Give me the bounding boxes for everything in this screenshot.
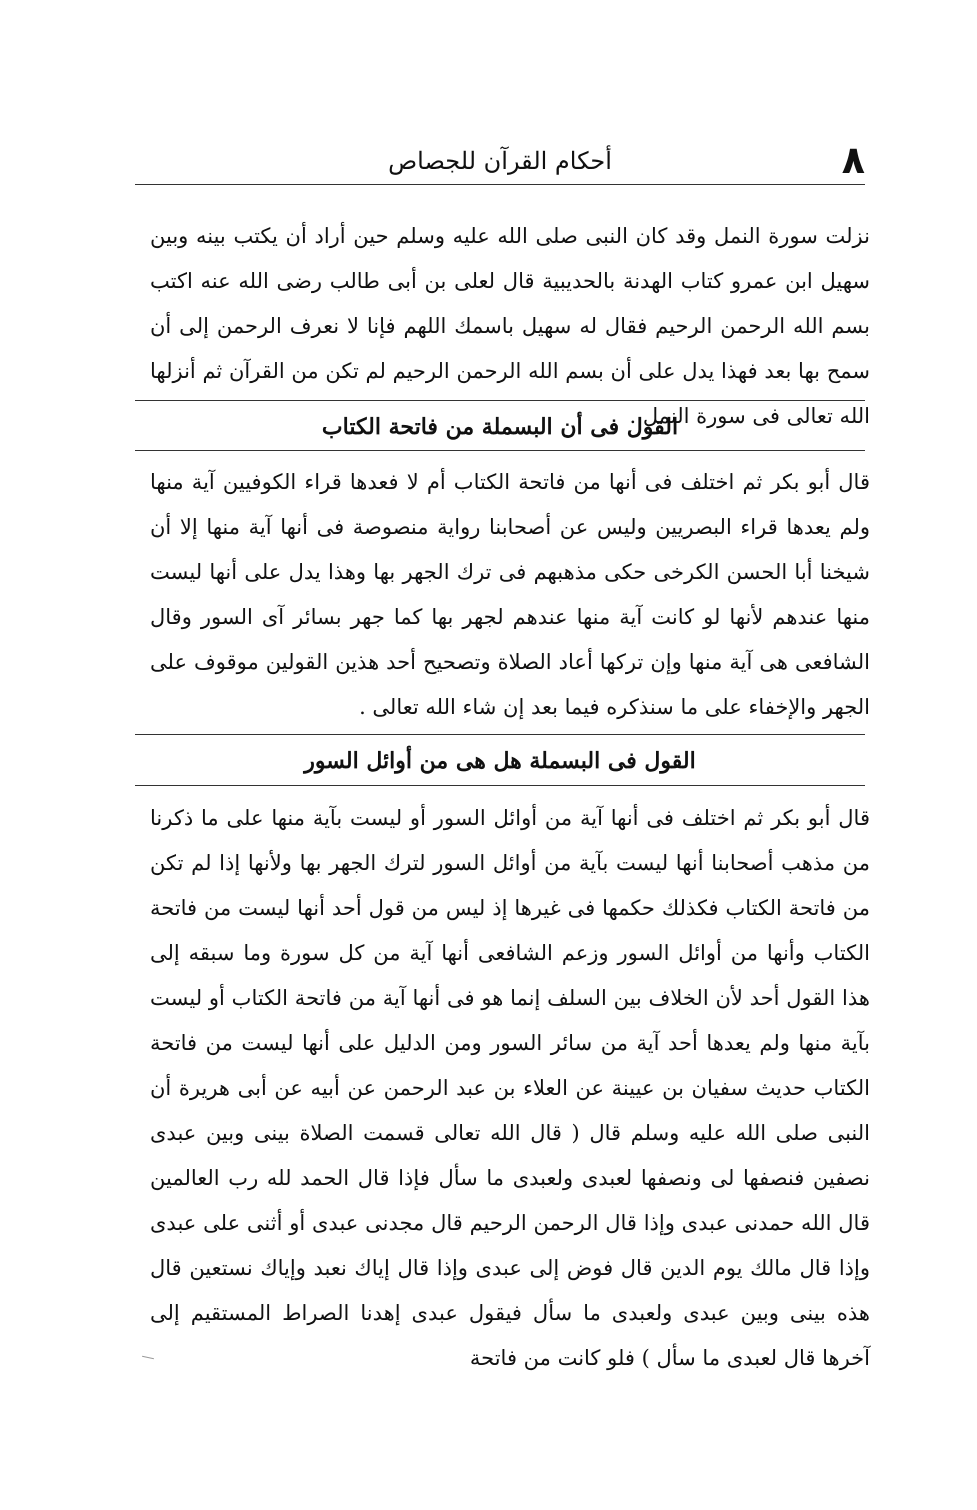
header-divider <box>135 184 865 185</box>
section-title-fatiha: القول فى أن البسملة من فاتحة الكتاب <box>321 414 679 440</box>
book-title: أحكام القرآن للجصاص <box>388 147 612 175</box>
page-header <box>135 140 865 180</box>
intro-paragraph: نزلت سورة النمل وقد كان النبى صلى الله عليه وسلم حين أراد أن يكتب بينه وبين سهيل ابن عمرو كتاب الهدنة بالحديبية قال لعلى بن أبى طالب رضى الله عنه اكتب بسم الله الرحمن الرحيم فقال له سهيل باسمك اللهم فإنا لا نعرف الرحمن إلى أن سمح بها بعد فهذا يدل على أن بسم الله الرحمن الرحيم لم تكن من القرآن ثم أنزلها الله تعالى فى سورة النمل . <box>150 224 870 428</box>
fatiha-paragraph: قال أبو بكر ثم اختلف فى أنها من فاتحة الكتاب أم لا فعدها قراء الكوفيين آية منها ولم يعدها قراء البصريين وليس عن أصحابنا رواية منصوصة فى أنها آية منها إلا أن شيخنا أبا الحسن الكرخى حكى مذهبهم فى ترك الجهر بها وهذا يدل على أنها ليست منها عندهم لأنها لو كانت آية منها عندهم لجهر بها كما جهر بسائر آى السور وقال الشافعى هى آية منها وإن تركها أعاد الصلاة وتصحيح أحد هذين القولين موقوف على الجهر والإخفاء على ما سنذكره فيما بعد إن شاء الله تعالى . <box>150 470 870 719</box>
section-divider <box>135 450 865 451</box>
section-divider <box>135 785 865 786</box>
section-divider <box>135 400 865 401</box>
page-number: ٨ <box>841 138 865 182</box>
awail-paragraph: قال أبو بكر ثم اختلف فى أنها آية من أوائل السور أو ليست بآية منها على ما ذكرنا من مذهب أصحابنا أنها ليست بآية من أوائل السور لترك الجهر بها ولأنها إذا لم تكن من فاتحة الكتاب فكذلك حكمها فى غيرها إذ ليس من قول أحد أنها ليست من فاتحة الكتاب وأنها من أوائل السور وزعم الشافعى أنها آية من كل سورة وما سبقه إلى هذا القول أحد لأن الخلاف بين السلف إنما هو فى أنها آية من فاتحة الكتاب أو ليست بآية منها ولم يعدها أحد آية من سائر السور ومن الدليل على أنها ليست من فاتحة الكتاب حديث سفيان بن عيينة عن العلاء بن عبد الرحمن عن أبيه عن أبى هريرة أن النبى صلى الله عليه وسلم قال ( قال الله تعالى قسمت الصلاة بينى وبين عبدى نصفين فنصفها لى ونصفها لعبدى ولعبدى ما سأل فإذا قال الحمد لله رب العالمين قال الله حمدنى عبدى وإذا قال الرحمن الرحيم قال مجدنى عبدى أو أثنى على عبدى وإذا قال مالك يوم الدين قال فوض إلى عبدى وإذا قال إياك نعبد وإياك نستعين قال هذه بينى وبين عبدى ولعبدى ما سأل فيقول عبدى إهدنا الصراط المستقيم إلى آخرها قال لعبدى ما سأل ) فلو كانت من فاتحة <box>150 806 870 1370</box>
section-title-awail: القول فى البسملة هل هى من أوائل السور <box>304 748 696 774</box>
section-divider <box>135 734 865 735</box>
